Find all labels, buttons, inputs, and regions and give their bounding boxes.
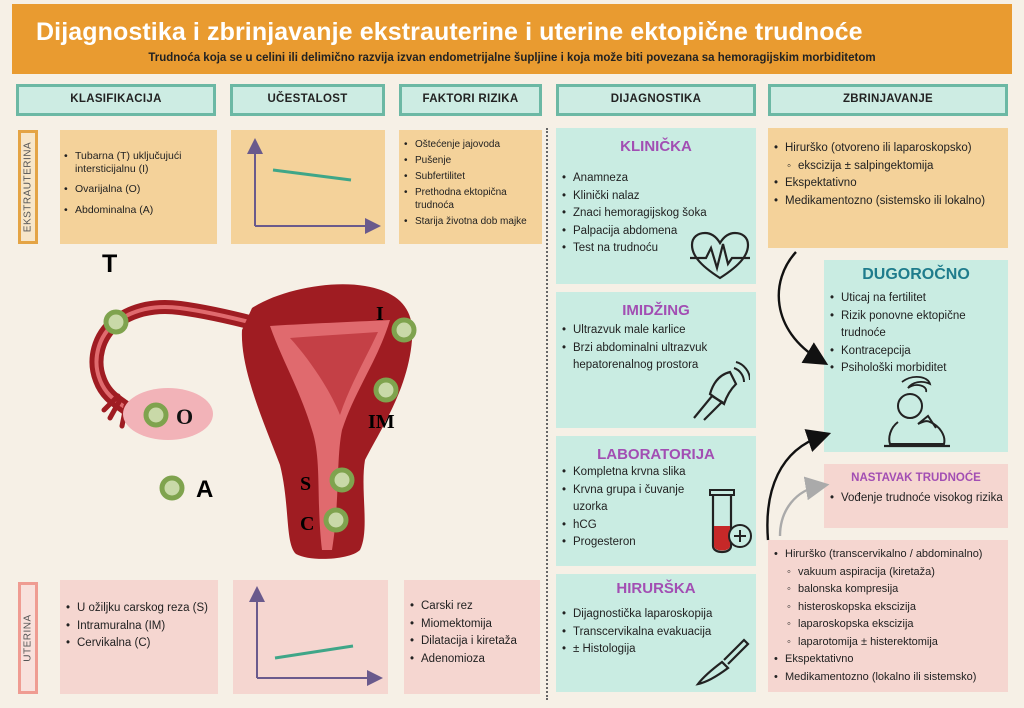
list-item: • Carski rez xyxy=(410,598,538,616)
marker-im xyxy=(376,380,396,400)
ekstrauterina-trend-box xyxy=(231,130,385,244)
column-header-faktori: FAKTORI RIZIKA xyxy=(399,84,542,116)
laboratorija-box xyxy=(556,436,756,566)
list-item: • Brzi abdominalni ultrazvuk hepatorenalnog prostora xyxy=(562,340,732,375)
list-item: • Krvna grupa i čuvanje uzorka xyxy=(562,482,702,517)
list-item: • Cervikalna (C) xyxy=(66,635,214,653)
uterina-faktori-box xyxy=(404,580,540,694)
ekstrauterina-faktori-box xyxy=(399,130,542,244)
list-item: ◦ laparoskopska ekscizija xyxy=(774,616,1006,634)
list-item: ◦ histeroskopska ekscizija xyxy=(774,599,1006,617)
list-item: • Palpacija abdomena xyxy=(562,223,707,241)
marker-i xyxy=(394,320,414,340)
list-item: ◦ balonska kompresija xyxy=(774,581,1006,599)
label-s: S xyxy=(300,473,312,495)
list-item: • Dijagnostička laparoskopija xyxy=(562,606,712,624)
laboratorija-list xyxy=(562,464,702,552)
label-im: IM xyxy=(368,411,395,433)
list-item: • Progesteron xyxy=(562,534,702,552)
list-item: • Kontracepcija xyxy=(830,343,1006,361)
ekstrauterina-label: EKSTRAUTERINA xyxy=(22,141,34,233)
klinicka-list xyxy=(562,170,707,258)
test-tube-icon xyxy=(704,486,752,562)
list-item: • Rizik ponovne ektopične trudnoće xyxy=(830,308,1006,343)
list-item: • Uticaj na fertilitet xyxy=(830,290,1006,308)
uterina-trend-box xyxy=(233,580,388,694)
list-item: • Vođenje trudnoće visokog rizika xyxy=(830,490,1006,508)
arrow-to-dugorocno-top xyxy=(779,252,820,360)
trend-line xyxy=(275,646,353,658)
zbrinjavanje-uterina-box xyxy=(768,540,1008,692)
list-item: • Prethodna ektopična trudnoća xyxy=(404,186,540,212)
list-item: • Anamneza xyxy=(562,170,707,188)
label-a: A xyxy=(196,476,214,503)
list-item: ◦ laparotomija ± histerektomija xyxy=(774,634,1006,652)
label-t: T xyxy=(102,250,118,278)
marker-a xyxy=(162,478,182,498)
imidzing-box xyxy=(556,292,756,428)
list-item: • Intramuralna (IM) xyxy=(66,618,214,636)
hirurska-box xyxy=(556,574,756,692)
uterus-illustration xyxy=(60,250,520,570)
list-item: • Test na trudnoću xyxy=(562,240,707,258)
dugorocno-box xyxy=(824,260,1008,452)
ekstrauterina-sidebar xyxy=(18,130,38,244)
trend-increasing-chart xyxy=(233,580,388,694)
scalpel-icon xyxy=(694,632,750,688)
list-item: • Klinički nalaz xyxy=(562,188,707,206)
nastavak-title: NASTAVAK TRUDNOĆE xyxy=(851,472,981,484)
marker-c xyxy=(326,510,346,530)
klinicka-box xyxy=(556,128,756,284)
list-item: ◦ ekscizija ± salpingektomija xyxy=(774,158,1004,176)
ultrasound-probe-icon xyxy=(684,358,750,422)
hirurska-title: HIRURŠKA xyxy=(616,580,696,597)
column-header-klasifikacija: KLASIFIKACIJA xyxy=(16,84,216,116)
marker-o xyxy=(146,405,166,425)
list-item: • hCG xyxy=(562,517,702,535)
trend-decreasing-chart xyxy=(231,130,385,244)
list-item: • ± Histologija xyxy=(562,641,712,659)
list-item: • Medikamentozno (lokalno ili sistemsko) xyxy=(774,669,1006,687)
list-item: • Znaci hemoragijskog šoka xyxy=(562,205,707,223)
label-o: O xyxy=(176,404,194,429)
uterina-klasifikacija-box xyxy=(60,580,218,694)
list-item: • Ovarijalna (O) xyxy=(64,183,214,196)
list-item: • Ultrazvuk male karlice xyxy=(562,322,732,340)
uterina-sidebar xyxy=(18,582,38,694)
column-header-ucestalost: UČESTALOST xyxy=(230,84,385,116)
trend-line xyxy=(273,170,351,180)
marker-s xyxy=(332,470,352,490)
column-header-zbrinjavanje: ZBRINJAVANJE xyxy=(768,84,1008,116)
column-divider xyxy=(546,128,548,700)
column-header-dijagnostika: DIJAGNOSTIKA xyxy=(556,84,756,116)
dugorocno-title: DUGOROČNO xyxy=(862,266,970,283)
list-item: • U ožiljku carskog reza (S) xyxy=(66,600,214,618)
list-item: • Kompletna krvna slika xyxy=(562,464,702,482)
heart-pulse-icon xyxy=(688,230,752,282)
arrow-to-nastavak xyxy=(780,486,820,536)
label-c: C xyxy=(300,513,315,535)
imidzing-title: IMIDŽING xyxy=(622,302,690,319)
list-item: • Transcervikalna evakuacija xyxy=(562,624,712,642)
list-item: • Dilatacija i kiretaža xyxy=(410,633,538,651)
list-item: • Oštećenje jajovoda xyxy=(404,138,540,151)
uterina-label: UTERINA xyxy=(22,614,34,662)
list-item: • Hirurško (transcervikalno / abdominalno) xyxy=(774,546,1006,564)
page-title: Dijagnostika i zbrinjavanje ekstrauterine i uterine ektopične trudnoće xyxy=(36,18,863,46)
list-item: • Miomektomija xyxy=(410,616,538,634)
hirurska-list xyxy=(562,606,712,659)
nastavak-box xyxy=(824,464,1008,528)
page-subtitle: Trudnoća koja se u celini ili delimično razvija izvan endometrijalne šupljine i koja može biti povezana sa hemoragijskim morbiditetom xyxy=(148,52,876,64)
list-item: • Pušenje xyxy=(404,154,540,167)
list-item: • Tubarna (T) uključujući intersticijalnu (I) xyxy=(64,150,214,176)
header-banner xyxy=(12,4,1012,74)
list-item: • Starija životna dob majke xyxy=(404,215,540,228)
list-item: • Adenomioza xyxy=(410,651,538,669)
list-item: • Hirurško (otvoreno ili laparoskopsko) xyxy=(774,140,1004,158)
label-i: I xyxy=(376,303,384,325)
marker-t xyxy=(106,312,126,332)
ekstrauterina-klasifikacija-box xyxy=(60,130,217,244)
distressed-person-icon xyxy=(882,372,952,448)
klinicka-title: KLINIČKA xyxy=(620,138,692,155)
list-item: • Ekspektativno xyxy=(774,651,1006,669)
laboratorija-title: LABORATORIJA xyxy=(597,446,715,463)
list-item: ◦ vakuum aspiracija (kiretaža) xyxy=(774,564,1006,582)
list-item: • Ekspektativno xyxy=(774,175,1004,193)
list-item: • Subfertilitet xyxy=(404,170,540,183)
flow-arrows xyxy=(760,240,840,550)
list-item: • Medikamentozno (sistemsko ili lokalno) xyxy=(774,193,1004,211)
list-item: • Psihološki morbiditet xyxy=(830,360,1006,378)
zbrinjavanje-ekstrauterina-box xyxy=(768,128,1008,248)
list-item: • Abdominalna (A) xyxy=(64,204,214,217)
